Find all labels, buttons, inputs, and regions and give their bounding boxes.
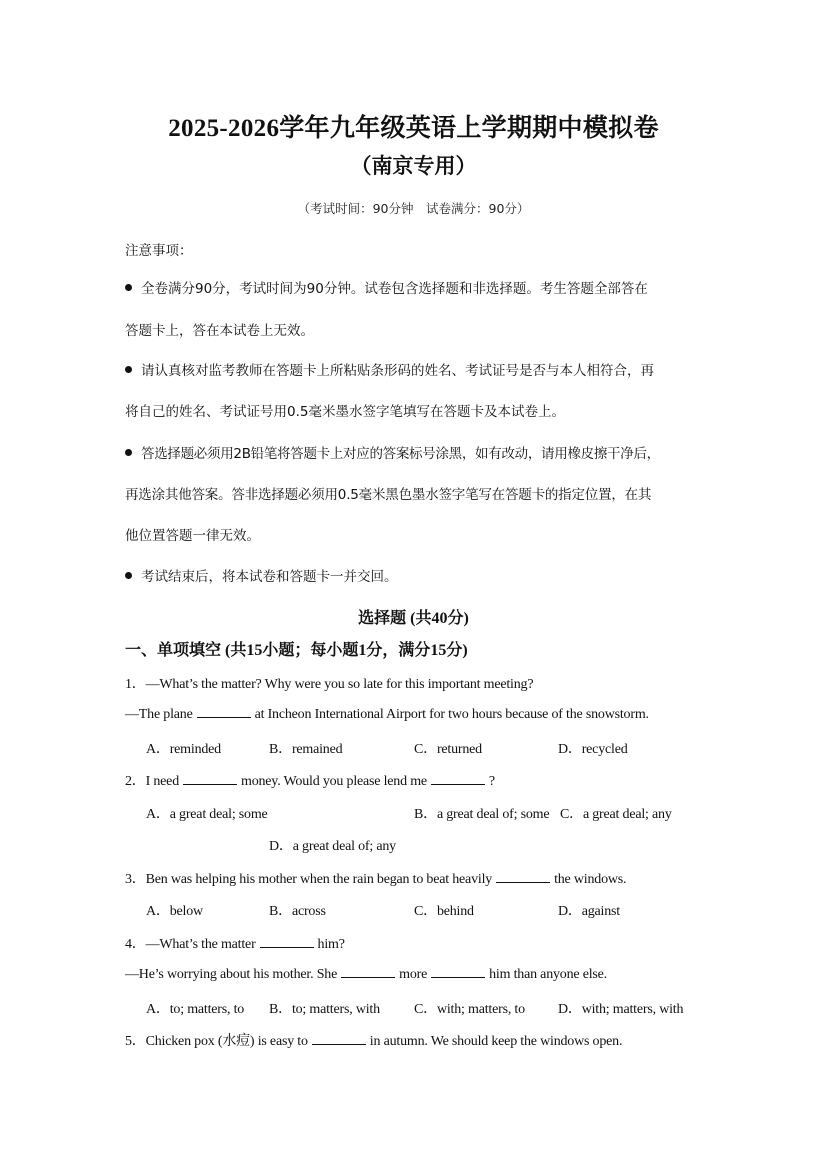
option-a[interactable]: A．reminded [146, 742, 221, 757]
note-item [125, 282, 648, 296]
question-text: Ben was helping his mother when the rain began to beat heavily [145, 872, 493, 887]
note-item [125, 447, 660, 461]
option-d[interactable]: D．against [558, 904, 620, 919]
question-text: the windows. [554, 872, 627, 887]
question-text: —What’s the matter? Why were you so late for this important meeting? [145, 677, 534, 692]
bullet-icon [125, 449, 132, 456]
option-b[interactable]: B．across [269, 904, 326, 919]
note-item-cont: 他位置答题一律无效。 [125, 528, 260, 544]
question-number: 3． [125, 872, 146, 887]
answer-blank[interactable] [183, 772, 237, 785]
question-text: Chicken pox (水痘) is easy to [145, 1034, 308, 1049]
notes-heading: 注意事项： [125, 243, 193, 259]
part-title: 一、单项填空 (共15小题；每小题1分，满分15分) [125, 642, 468, 659]
question-text: in autumn. We should keep the windows open. [369, 1034, 623, 1049]
note-text: 答选择题必须用2B铅笔将答题卡上对应的答案标号涂黑，如有改动，请用橡皮擦干净后， [141, 446, 660, 462]
option-a[interactable]: A．a great deal; some [146, 807, 268, 822]
note-text: 请认真核对监考教师在答题卡上所粘贴条形码的姓名、考试证号是否与本人相符合，再 [141, 363, 654, 379]
question-2 [125, 770, 495, 790]
document-title: 2025-2026学年九年级英语上学期期中模拟卷 [168, 115, 659, 142]
note-item-cont: 将自己的姓名、考试证号用0.5毫米墨水签字笔填写在答题卡及本试卷上。 [125, 404, 565, 420]
option-b[interactable]: B．to; matters, with [269, 1002, 380, 1017]
option-c[interactable]: C．returned [414, 742, 482, 757]
note-item-cont: 答题卡上，答在本试卷上无效。 [125, 323, 314, 339]
option-d[interactable]: D．a great deal of; any [269, 839, 396, 854]
question-4-line2 [125, 965, 607, 983]
bullet-icon [125, 572, 132, 579]
answer-blank[interactable] [431, 965, 485, 978]
question-5 [125, 1030, 622, 1050]
option-c[interactable]: C．with; matters, to [414, 1002, 525, 1017]
exam-info: （考试时间：90分钟 试卷满分：90分） [297, 201, 530, 216]
option-b[interactable]: B．remained [269, 742, 343, 757]
question-1 [125, 673, 533, 693]
option-b[interactable]: B．a great deal of; some [414, 807, 550, 822]
question-text: —He’s worrying about his mother. She [125, 967, 338, 982]
note-text: 考试结束后，将本试卷和答题卡一并交回。 [141, 569, 398, 585]
bullet-icon [125, 366, 132, 373]
option-c[interactable]: C．a great deal; any [560, 807, 672, 822]
answer-blank[interactable] [197, 705, 251, 718]
question-4 [125, 933, 345, 953]
note-item [125, 364, 654, 378]
option-a[interactable]: A．below [146, 904, 203, 919]
question-3 [125, 868, 626, 888]
question-text: —What’s the matter [145, 937, 256, 952]
note-item [125, 570, 398, 584]
answer-blank[interactable] [341, 965, 395, 978]
question-text: I need [145, 774, 179, 789]
question-number: 1． [125, 677, 146, 692]
question-number: 2． [125, 774, 146, 789]
option-d[interactable]: D．with; matters, with [558, 1002, 684, 1017]
option-d[interactable]: D．recycled [558, 742, 628, 757]
question-number: 5． [125, 1034, 146, 1049]
document-subtitle: （南京专用） [350, 154, 477, 178]
question-text: ? [488, 774, 495, 789]
note-text: 全卷满分90分，考试时间为90分钟。试卷包含选择题和非选择题。考生答题全部答在 [141, 281, 648, 297]
question-text: —The plane [125, 707, 193, 722]
answer-blank[interactable] [260, 935, 314, 948]
bullet-icon [125, 284, 132, 291]
question-text: more [399, 967, 428, 982]
answer-blank[interactable] [496, 870, 550, 883]
question-1-line2 [125, 705, 649, 723]
option-a[interactable]: A．to; matters, to [146, 1002, 245, 1017]
answer-blank[interactable] [312, 1032, 366, 1045]
question-number: 4． [125, 937, 146, 952]
question-text: at Incheon International Airport for two hours because of the snowstorm. [254, 707, 649, 722]
option-c[interactable]: C．behind [414, 904, 474, 919]
section-title: 选择题 (共40分) [358, 610, 469, 627]
answer-blank[interactable] [431, 772, 485, 785]
note-item-cont: 再选涂其他答案。答非选择题必须用0.5毫米黑色墨水签字笔写在答题卡的指定位置，在其 [125, 487, 652, 503]
question-text: him than anyone else. [489, 967, 607, 982]
question-text: him? [317, 937, 345, 952]
question-text: money. Would you please lend me [241, 774, 427, 789]
